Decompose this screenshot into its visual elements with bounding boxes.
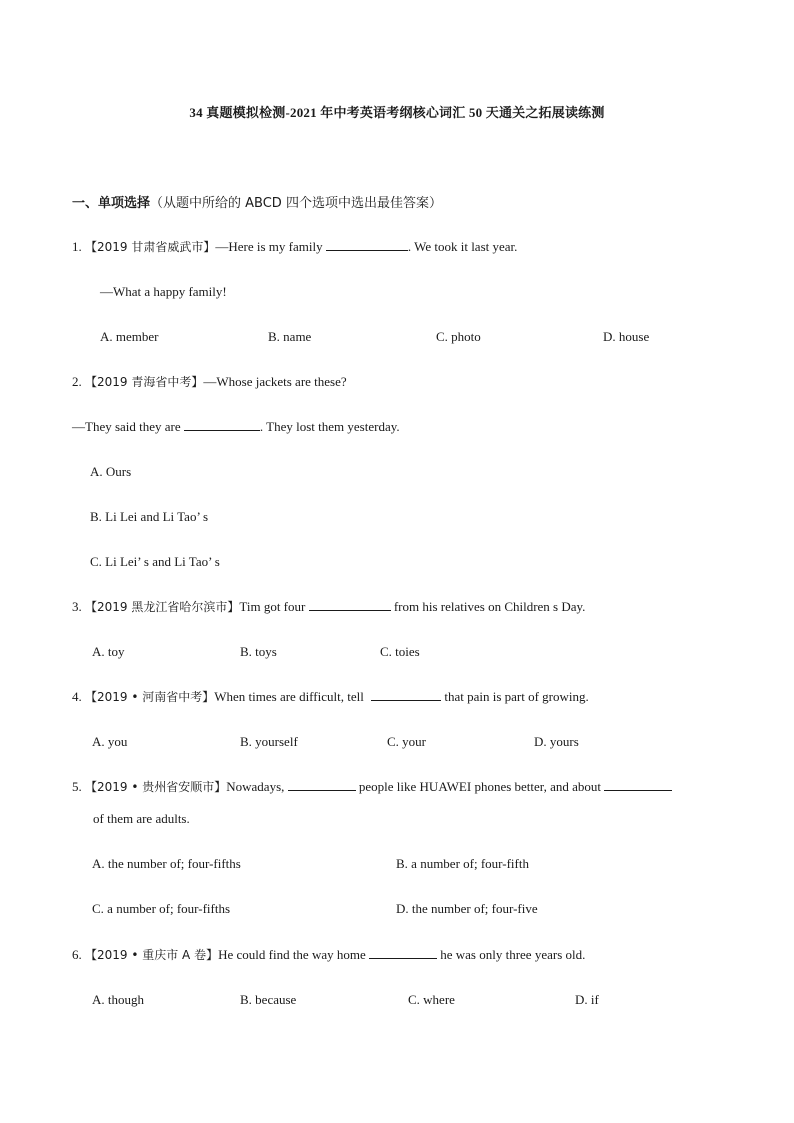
question-source: 【2019 青海省中考】: [85, 375, 204, 389]
answer-blank[interactable]: [184, 418, 260, 431]
option-c[interactable]: C. a number of; four-fifths: [92, 901, 231, 916]
question-text: Nowadays,: [226, 779, 285, 794]
question-text-after: he was only three years old.: [440, 947, 586, 962]
option-c[interactable]: C. photo: [436, 329, 481, 344]
question-text-after: from his relatives on Children s Day.: [393, 599, 586, 614]
document-title: 34 真题模拟检测-2021 年中考英语考纲核心词汇 50 天通关之拓展读练测: [189, 105, 605, 120]
option-b[interactable]: B. yourself: [240, 734, 298, 749]
question-number: 2.: [72, 374, 82, 389]
section-title: 一、单项选择: [72, 196, 151, 211]
option-d[interactable]: D. if: [575, 992, 599, 1007]
option-a[interactable]: A. member: [100, 329, 159, 344]
question-text-after: that pain is part of growing.: [444, 689, 589, 704]
question-number: 3.: [72, 599, 82, 614]
answer-blank[interactable]: [326, 238, 408, 251]
reply-text-after: . They lost them yesterday.: [259, 419, 400, 434]
question-source: 【2019 • 重庆市 A 卷】: [85, 948, 219, 962]
option-a[interactable]: A. toy: [92, 644, 125, 659]
question-text: —Whose jackets are these?: [203, 374, 347, 389]
question-text-after: . We took it last year.: [407, 239, 518, 254]
option-b[interactable]: B. toys: [240, 644, 277, 659]
question-text-middle: people like HUAWEI phones better, and about: [358, 779, 602, 794]
answer-blank[interactable]: [369, 946, 437, 959]
question-3: [72, 598, 585, 616]
question-source: 【2019 黑龙江省哈尔滨市】: [85, 600, 240, 614]
section-heading: [72, 192, 442, 211]
option-b[interactable]: B. Li Lei and Li Tao’ s: [90, 509, 209, 524]
question-6: [72, 946, 585, 964]
option-b[interactable]: B. name: [268, 329, 312, 344]
question-1-reply: —What a happy family!: [100, 284, 227, 299]
question-text: —Here is my family: [215, 239, 323, 254]
answer-blank-2[interactable]: [604, 778, 672, 791]
option-d[interactable]: D. yours: [534, 734, 579, 749]
option-b[interactable]: B. because: [240, 992, 297, 1007]
option-b[interactable]: B. a number of; four-fifth: [396, 856, 529, 871]
section-instruction: （从题中所给的 ABCD 四个选项中选出最佳答案）: [150, 196, 442, 211]
question-5: [72, 778, 672, 796]
question-text: He could find the way home: [218, 947, 366, 962]
option-d[interactable]: D. house: [603, 329, 650, 344]
question-number: 6.: [72, 947, 82, 962]
question-text: Tim got four: [239, 599, 306, 614]
reply-text: —They said they are: [72, 419, 181, 434]
question-2-reply: [72, 418, 400, 436]
option-a[interactable]: A. the number of; four-fifths: [92, 856, 241, 871]
question-1: [72, 238, 517, 256]
option-a[interactable]: A. though: [92, 992, 144, 1007]
question-source: 【2019 • 河南省中考】: [85, 690, 215, 704]
answer-blank[interactable]: [288, 778, 356, 791]
option-c[interactable]: C. your: [387, 734, 426, 749]
question-source: 【2019 甘肃省威武市】: [85, 240, 216, 254]
question-2: [72, 373, 347, 391]
option-c[interactable]: C. Li Lei’ s and Li Tao’ s: [90, 554, 220, 569]
answer-blank[interactable]: [371, 688, 441, 701]
question-source: 【2019 • 贵州省安顺市】: [85, 780, 227, 794]
option-d[interactable]: D. the number of; four-five: [396, 901, 538, 916]
option-a[interactable]: A. you: [92, 734, 128, 749]
question-number: 5.: [72, 779, 82, 794]
question-number: 1.: [72, 239, 82, 254]
question-4: [72, 688, 589, 706]
option-c[interactable]: C. toies: [380, 644, 420, 659]
question-number: 4.: [72, 689, 82, 704]
option-c[interactable]: C. where: [408, 992, 455, 1007]
answer-blank[interactable]: [309, 598, 391, 611]
question-5-continuation: of them are adults.: [93, 811, 190, 826]
option-a[interactable]: A. Ours: [90, 464, 132, 479]
question-text: When times are difficult, tell: [214, 689, 364, 704]
